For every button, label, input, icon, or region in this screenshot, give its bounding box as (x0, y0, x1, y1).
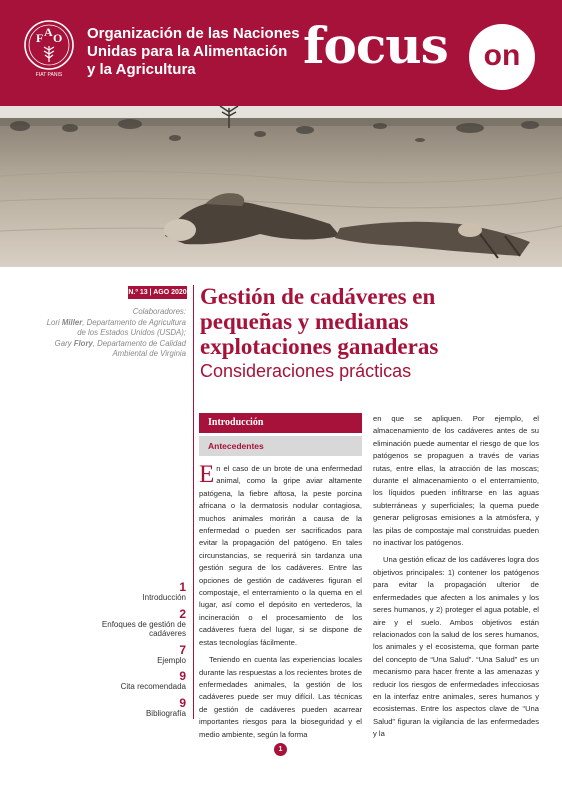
toc-item[interactable] (60, 671, 186, 692)
toc-label: Cita recomendada (120, 682, 186, 691)
body-paragraph: Teniendo en cuenta las experiencias locales durante las respuestas a los recientes brotes de enfermedades animales, la gestión de los cadáveres puede ser muy difícil. Las técnicas de gestión de cadáveres pueden acarrear importantes riesgos para la bioseguridad y el medio ambiente, según la forma (199, 655, 362, 739)
toc-label: Introducción (142, 593, 186, 602)
collaborators-heading: Colaboradores: (132, 307, 186, 316)
page-subtitle: Consideraciones prácticas (200, 361, 412, 381)
collaborator-entry (40, 318, 186, 339)
collaborator-last-name: Miller (61, 317, 83, 327)
toc-label: Ejemplo (157, 655, 186, 665)
collaborator-last-name: Flory (73, 338, 93, 348)
title-line: explotaciones ganaderas (200, 334, 439, 359)
title-line: Gestión de cadáveres en (200, 284, 436, 309)
toc-label: Bibliografía (145, 708, 186, 718)
collaborator-first-name: Gary (54, 338, 72, 348)
collaborator-entry (40, 339, 186, 360)
toc-page-number: 9 (179, 695, 186, 710)
toc-page-number: 9 (179, 669, 186, 683)
header-banner (0, 0, 562, 106)
subsection-heading: Antecedentes (199, 436, 362, 456)
collaborator-first-name: Lori (46, 317, 60, 327)
fao-logo (22, 18, 76, 78)
svg-text:F: F (36, 31, 44, 45)
collaborator-affiliation: , Departamento de Agricultura de los Estados Unidos (USDA); (77, 317, 186, 338)
drop-cap: E (199, 461, 215, 488)
collaborator-affiliation: , Departamento de Calidad Ambiental de Virginia (92, 338, 186, 359)
body-paragraph (199, 463, 362, 649)
body-paragraph: en que se apliquen. Por ejemplo, el almacenamiento de los cadáveres antes de su eliminación puede aumentar el riesgo de que los patógenos se propaguen a través de varias rutas, entre ellas, la atracción de las moscas; durante el almacenamiento o el enterramiento, los líquidos pueden infiltrarse en las aguas subterráneas y superficiales; la quema puede generar peligrosas emisiones a la atmósfera, y las pilas de compostaje mal construidas pueden no inactivar los patógenos. (373, 414, 539, 548)
focus-wordmark: focus (303, 16, 448, 75)
section-heading: Introducción (199, 413, 362, 433)
toc-page-number: 2 (179, 606, 186, 621)
on-badge: on (469, 24, 535, 90)
toc-page-number: 1 (179, 580, 186, 594)
issue-label: N.º 13 | AGO 2020 (128, 286, 187, 299)
page-title (200, 284, 540, 359)
toc-label: Enfoques de gestión de cadáveres (101, 619, 186, 638)
toc-item[interactable] (60, 606, 186, 639)
body-column-right (373, 413, 539, 746)
svg-text:FIAT PANIS: FIAT PANIS (35, 72, 63, 78)
org-line: Unidas para la Alimentación (87, 43, 288, 60)
body-paragraph: Una gestión eficaz de los cadáveres logra dos objetivos principales: 1) contener los patógenos para evitar la propagación ulterior de enfermedades que afecten a los animales y los seres humanos, y 2) proteger el agua potable, el aire y el suelo. Ambos objetivos están relacionados con la salud de los seres humanos, los animales y el ecosistema, que forman parte del concepto de “Una Salud”. “Una Salud” es un mecanismo para hacer frente a las amenazas y reducir los riesgos de enfermedades infecciosas en la interfaz entre animales, seres humanos y ecosistemas. Entre los aspectos clave de “Una Salud” figuran la vigilancia de las enfermedades y la (373, 555, 539, 739)
toc-item[interactable] (60, 582, 186, 603)
org-line: y la Agricultura (87, 61, 196, 78)
organization-name (87, 25, 300, 79)
table-of-contents (60, 582, 186, 724)
divider-line (193, 285, 194, 719)
collaborators (40, 307, 186, 360)
svg-text:A: A (44, 25, 53, 39)
svg-text:O: O (53, 31, 63, 45)
body-column-left (199, 463, 362, 746)
page-number: 1 (274, 743, 287, 756)
title-line: pequeñas y medianas (200, 309, 409, 334)
cover-photo (0, 106, 562, 267)
toc-item[interactable] (60, 695, 186, 719)
toc-item[interactable] (60, 642, 186, 666)
paragraph-text: n el caso de un brote de una enfermedad animal, como la gripe aviar altamente patógena, la fiebre aftosa, la peste porcina africana o la dermatosis nodular contagiosa, muchos animales morirán a causa de la enfermedad o pueden ser sacrificados para evitar la propagación del patógeno. En tales circunstancias, se requerirá sin tardanza una gestión segura de los cadáveres. Entre las opciones de gestión de cadáveres figuran el compostaje, el enterramiento o la quema en el lugar, así como el depósito en vertederos, la incineración o el procesamiento de los cadáveres fuera del lugar, si se dispone de estas tecnologías fácilmente. (199, 464, 362, 647)
org-line: Organización de las Naciones (87, 25, 300, 42)
toc-page-number: 7 (179, 642, 186, 657)
